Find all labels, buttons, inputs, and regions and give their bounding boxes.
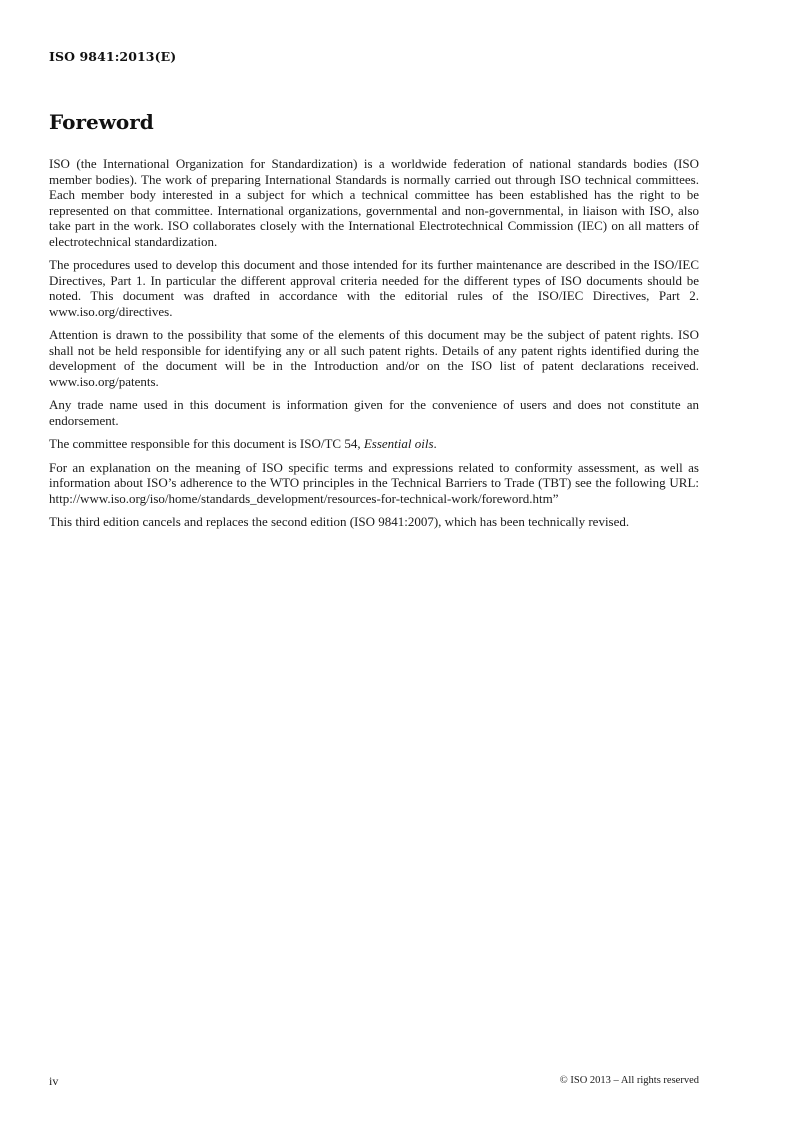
paragraph-conformity: For an explanation on the meaning of ISO specific terms and expressions related to conformity assessment, as well as information about ISO’s adherence to the WTO principles in the Technical Barriers to Trade (TBT) see the following URL: http://www.iso.org/iso/home/standards_development/resources-for-technical-work/foreword.htm” <box>49 459 699 506</box>
committee-suffix: . <box>433 436 437 451</box>
page-number: iv <box>49 1074 59 1088</box>
paragraph-patents: Attention is drawn to the possibility that some of the elements of this document may be the subject of patent rights. ISO shall not be held responsible for identifying any or all such patent rights. Details of any patent rights identified during the development of the document will be in the Introduction and/or on the ISO list of patent declarations received. www.iso.org/patents. <box>49 327 699 389</box>
committee-name: Essential oils <box>363 436 434 451</box>
paragraph-committee <box>49 436 699 452</box>
paragraph-organization: ISO (the International Organization for Standardization) is a worldwide federation of national standards bodies (ISO member bodies). The work of preparing International Standards is normally carried out through ISO technical committees. Each member body interested in a subject for which a technical committee has been established has the right to be represented on that committee. International organizations, governmental and non-governmental, in liaison with ISO, also take part in the work. ISO collaborates closely with the International Electrotechnical Commission (IEC) on all matters of electrotechnical standardization. <box>49 156 699 249</box>
foreword-body <box>49 156 699 538</box>
paragraph-edition: This third edition cancels and replaces the second edition (ISO 9841:2007), which has been technically revised. <box>49 514 630 529</box>
paragraph-trade-name: Any trade name used in this document is information given for the convenience of users and does not constitute an endorsement. <box>49 397 699 428</box>
committee-prefix: The committee responsible for this document is ISO/TC 54, <box>49 436 364 451</box>
page-title: Foreword <box>49 110 154 134</box>
copyright-notice: © ISO 2013 – All rights reserved <box>559 1075 699 1086</box>
document-id-header: ISO 9841:2013(E) <box>49 49 177 64</box>
paragraph-procedures: The procedures used to develop this document and those intended for its further maintenance are described in the ISO/IEC Directives, Part 1. In particular the different approval criteria needed for the different types of ISO documents should be noted. This document was drafted in accordance with the editorial rules of the ISO/IEC Directives, Part 2. www.iso.org/directives. <box>49 257 699 319</box>
